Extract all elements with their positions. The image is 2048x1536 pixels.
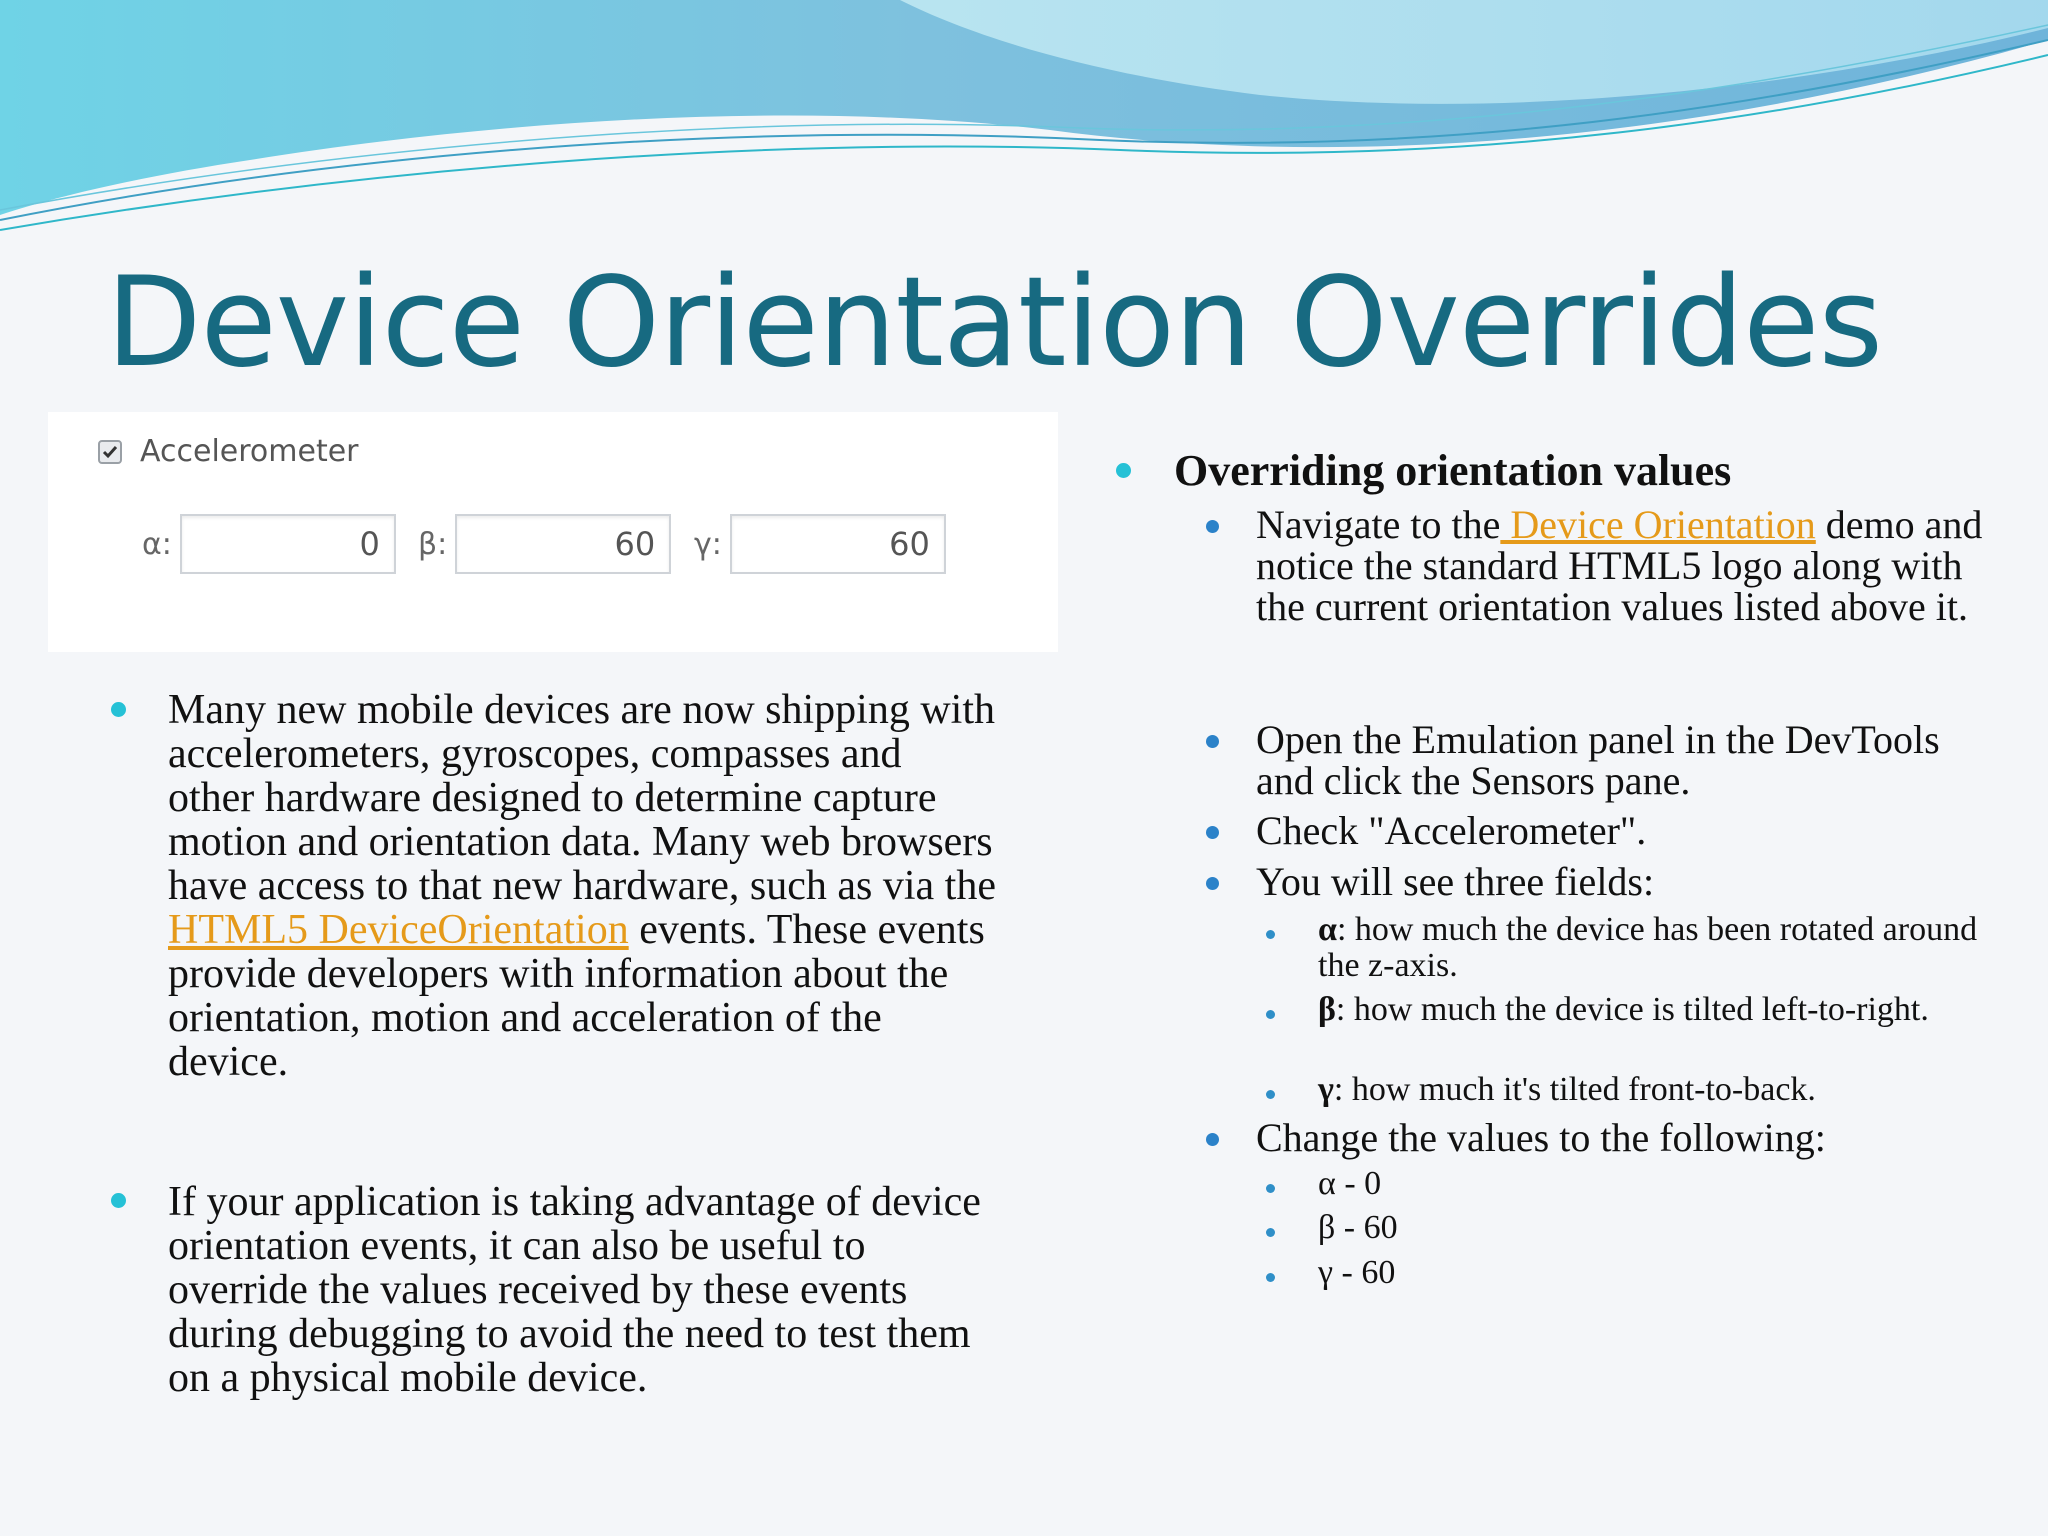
gamma-label: γ: [694, 526, 722, 562]
beta-symbol: β [1318, 991, 1336, 1028]
bullet-icon [1266, 930, 1275, 939]
beta-field-group [418, 514, 671, 574]
left-paragraph-2: If your application is taking advantage of device orientation events, it can also be useful to override the values received by these events during debugging to avoid the need to test them on a physical mobile device. [168, 1179, 981, 1401]
step-three-fields: You will see three fields: [1256, 859, 1655, 904]
bullet-icon [1206, 735, 1219, 748]
alpha-label: α: [142, 526, 172, 562]
beta-label: β: [418, 526, 448, 562]
gamma-field-group [694, 514, 946, 574]
left-paragraph-1 [168, 688, 998, 1084]
field-desc-beta [1318, 992, 2018, 1028]
step-navigate-text-b: demo and notice the standard HTML5 logo along with the current orientation values listed above it. [1256, 502, 1983, 629]
bullet-icon [1116, 463, 1131, 478]
bullet-icon [111, 1193, 126, 1208]
bullet-icon [1206, 877, 1219, 890]
alpha-field-group [142, 514, 396, 574]
bullet-icon [1266, 1184, 1275, 1193]
value-gamma: γ - 60 [1318, 1254, 1396, 1291]
value-alpha: α - 0 [1318, 1165, 1382, 1202]
accelerometer-row [98, 434, 359, 469]
header-wave-decoration [0, 0, 2048, 240]
field-desc-alpha [1318, 912, 2018, 984]
alpha-input[interactable] [180, 514, 396, 574]
gamma-symbol: γ [1318, 1071, 1334, 1108]
slide-title: Device Orientation Overrides [106, 251, 1883, 395]
bullet-icon [1266, 1010, 1275, 1019]
checkmark-icon [101, 443, 119, 461]
beta-desc: : how much the device is tilted left-to-right. [1335, 991, 1929, 1028]
left-paragraph-1-text-a: Many new mobile devices are now shipping with accelerometers, gyroscopes, compasses and other hardware designed to determine capture motion and orientation data. Many web browsers have access to that new hardware, such as via the [168, 687, 996, 909]
step-check-accelerometer: Check "Accelerometer". [1256, 808, 1647, 853]
bullet-icon [111, 702, 126, 717]
left-paragraph-1-text-b: events. These events provide developers with information about the orientation, motion and acceleration of the device. [168, 907, 985, 1085]
step-navigate-text-a: Navigate to the [1256, 502, 1501, 547]
bullet-icon [1266, 1273, 1275, 1282]
step-change-values: Change the values to the following: [1256, 1115, 1826, 1160]
gamma-desc: : how much it's tilted front-to-back. [1333, 1071, 1816, 1108]
step-navigate [1256, 504, 1996, 627]
bullet-icon [1206, 826, 1219, 839]
bullet-icon [1206, 520, 1219, 533]
alpha-symbol: α [1318, 911, 1337, 948]
accelerometer-checkbox[interactable] [98, 440, 122, 464]
bullet-icon [1266, 1090, 1275, 1099]
beta-input[interactable] [455, 514, 671, 574]
alpha-desc: : how much the device has been rotated around the z-axis. [1318, 911, 1978, 984]
sensors-panel-screenshot [48, 412, 1058, 652]
right-heading: Overriding orientation values [1174, 446, 1732, 495]
accelerometer-label: Accelerometer [140, 434, 359, 469]
value-beta: β - 60 [1318, 1209, 1398, 1246]
device-orientation-link[interactable]: Device Orientation [1500, 502, 1816, 547]
field-desc-gamma [1318, 1072, 2018, 1108]
gamma-input[interactable] [730, 514, 946, 574]
bullet-icon [1266, 1228, 1275, 1237]
html5-deviceorientation-link[interactable]: HTML5 DeviceOrientation [168, 907, 629, 953]
bullet-icon [1206, 1133, 1219, 1146]
step-open-emulation: Open the Emulation panel in the DevTools and click the Sensors pane. [1256, 717, 1940, 803]
